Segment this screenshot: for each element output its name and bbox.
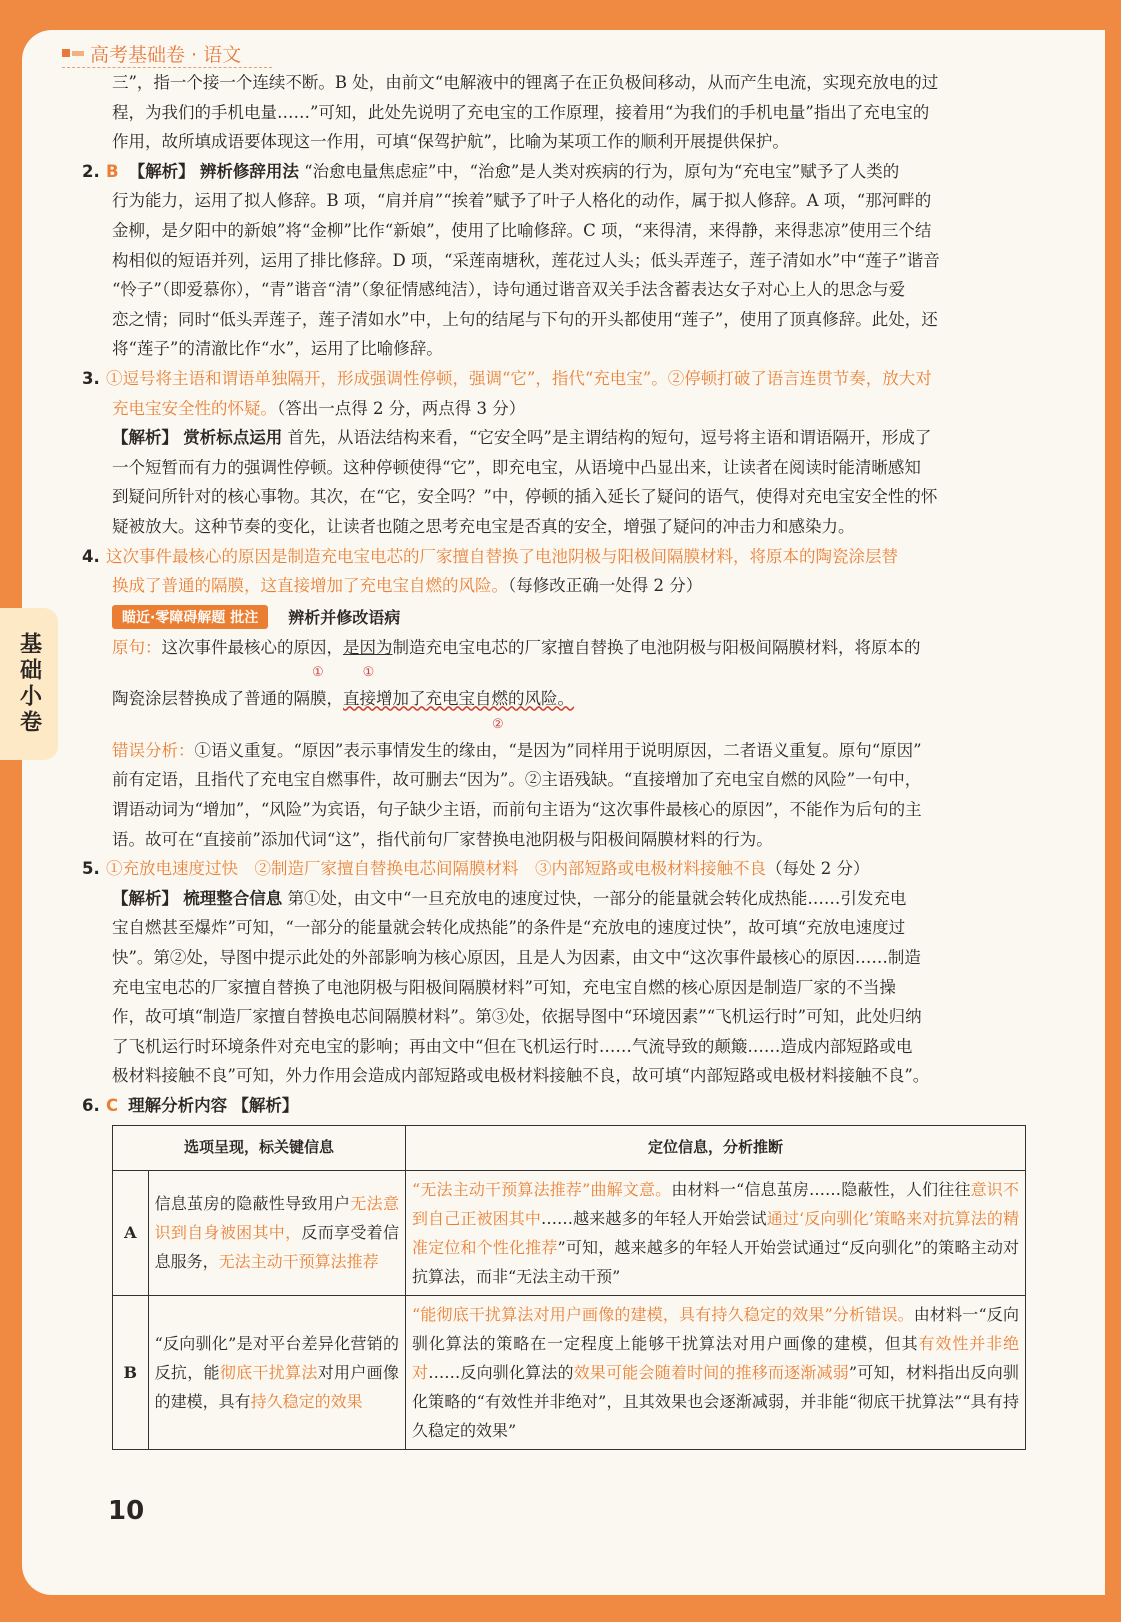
q3-tag: 【解析】 xyxy=(112,428,178,448)
q5-line: 宝自燃甚至爆炸”可知，“一部分的能量就会转化成热能”的条件是“充放电的速度过快”，故可填“充放电速度过 xyxy=(112,918,906,938)
q3-topic: 赏析标点运用 xyxy=(183,428,283,448)
q4-orig-d: 陶瓷涂层替换成了普通的隔膜， xyxy=(112,689,343,709)
intro-line: 程，为我们的手机电量……”可知，此处先说明了充电宝的工作原理，接着用“为我们的手机电量”指出了充电宝的 xyxy=(112,102,930,122)
q5-number: 5. xyxy=(82,859,100,879)
q3-line: 一个短暂而有力的强调性停顿。这种停顿使得“它”，即充电宝，从语境中凸显出来，让读者在阅读时能清晰感知 xyxy=(112,457,921,477)
q2-line: 恋之情；同时“低头弄莲子，莲子清如水”中，上句的结尾与下句的开头都使用“莲子”，使用了顶真修辞。此处，还 xyxy=(112,309,938,329)
q2-text: “治愈电量焦虑症”中，“治愈”是人类对疾病的行为，原句为“充电宝”赋予了人类的 xyxy=(304,161,900,181)
analysis-key-phrase: 通过‘反向驯化’策略来对抗算法的精准定位和个性化推荐 xyxy=(412,1208,1019,1257)
q4-number: 4. xyxy=(82,546,100,566)
page-header xyxy=(62,38,241,68)
analysis-text-part: 由材料一“反向驯化算法的策略在一定程度上能够干扰算法对用户画像的建模，但其 xyxy=(412,1304,1019,1353)
analysis-text xyxy=(406,1170,1026,1295)
q5-score: （每处 2 分） xyxy=(766,859,870,879)
q5-topic: 梳理整合信息 xyxy=(183,888,283,908)
q4-err-line: 语。故可在“直接前”添加代词“这”，指代前句厂家替换电池阴极与阳极间隔膜材料的行为。 xyxy=(112,829,773,849)
table-row xyxy=(113,1295,1026,1449)
side-tab-label: 基础小卷 xyxy=(16,632,42,736)
q5-line: 充电宝电芯的厂家擅自替换了电池阴极与阳极间隔膜材料”可知，充电宝自燃的核心原因是制造厂家的不当操 xyxy=(112,977,896,997)
analysis-text xyxy=(406,1295,1026,1449)
q4-orig-e: 直接增加了充电宝自燃的风险。 xyxy=(343,689,574,709)
q4-orig-b: 是因为 xyxy=(343,637,393,657)
q4-err-line: 前有定语，且指代了充电宝自燃事件，故可删去“因为”。②主语残缺。“直接增加了充电宝自燃的风险”一句中， xyxy=(112,770,922,790)
q2-line: 行为能力，运用了拟人修辞。B 项，“肩并肩”“挨着”赋予了叶子人格化的动作，属于拟人修辞。A 项，“那河畔的 xyxy=(112,191,932,211)
q2-topic: 辨析修辞用法 xyxy=(199,161,299,181)
option-text-part: 对用户画像的建模，具有 xyxy=(154,1362,399,1411)
option-text-part: 信息茧房的隐蔽性导致用户 xyxy=(154,1194,351,1214)
q4-answer-2: 换成了普通的隔膜，这直接增加了充电宝自燃的风险。 xyxy=(112,576,508,596)
q4-orig-a: 这次事件最核心的原因， xyxy=(161,637,343,657)
q2-line: 构相似的短语并列，运用了排比修辞。D 项，“采莲南塘秋，莲花过人头；低头弄莲子，莲子清如水”中“莲子”谐音 xyxy=(112,250,940,270)
q6-number: 6. xyxy=(82,1096,100,1115)
analysis-key-phrase: “无法主动干预算法推荐”曲解文意。 xyxy=(412,1179,672,1199)
q6-header-line xyxy=(82,1091,1067,1121)
analysis-text-part: 由材料一“信息茧房……隐蔽性，人们往往 xyxy=(671,1179,971,1199)
q2-tag: 【解析】 xyxy=(128,161,195,181)
option-text-part: “反向驯化”是对平台差异化营销的反抗，能 xyxy=(154,1333,399,1382)
q5-line: 了飞机运行时环境条件对充电宝的影响；再由文中“但在飞机运行时……气流导致的颠簸……造成内部短路或电 xyxy=(112,1036,913,1056)
q4-orig-c: 制造充电宝电芯的厂家擅自替换了电池阴极与阳极间隔膜材料，将原本的 xyxy=(392,637,921,657)
q6-topic: 理解分析内容 xyxy=(128,1096,228,1115)
q3-answer-line xyxy=(82,364,1067,394)
q4-mark: ① xyxy=(312,665,324,681)
q5-analysis-first xyxy=(82,884,1067,914)
analysis-key-phrase: 效果可能会随着时间的推移而逐渐减弱 xyxy=(573,1362,849,1382)
q4-score: （每修改正确一处得 2 分） xyxy=(508,576,703,596)
q4-banner xyxy=(112,603,1067,631)
q3-line: 到疑问所针对的核心事物。其次，在“它，安全吗？”中，停顿的插入延长了疑问的语气，使得对充电宝安全性的怀 xyxy=(112,487,938,507)
q4-mark: ② xyxy=(492,716,504,732)
q4-answer-line-2 xyxy=(82,571,1067,601)
option-label: B xyxy=(113,1295,149,1449)
q3-answer-2: 充电宝安全性的怀疑。 xyxy=(112,398,277,418)
q3-score: （答出一点得 2 分，两点得 3 分） xyxy=(277,398,526,418)
q4-err-label: 错误分析： xyxy=(112,740,195,760)
side-tab xyxy=(0,608,58,760)
analysis-key-phrase: 有效性并非绝对 xyxy=(412,1333,1019,1382)
page-number: 10 xyxy=(108,1496,145,1526)
table-row xyxy=(113,1170,1026,1295)
q3-answer: ①逗号将主语和谓语单独隔开，形成强调性停顿，强调“它”，指代“充电宝”。②停顿打破了语言连贯节奏，放大对 xyxy=(106,368,932,388)
option-key-phrase: 无法意识到自身被困其中， xyxy=(154,1194,399,1243)
table-header-cell: 选项呈现，标关键信息 xyxy=(113,1125,406,1170)
q4-original xyxy=(82,633,1067,663)
q4-banner-label: 瞄近·零障碍解题 批注 xyxy=(112,605,268,629)
q5-answer-line xyxy=(82,854,1067,884)
option-key-phrase: 彻底干扰算法 xyxy=(219,1362,318,1382)
q3-text: 首先，从语法结构来看，“它安全吗”是主谓结构的短句，逗号将主语和谓语隔开，形成了 xyxy=(287,428,932,448)
q4-marks-2 xyxy=(82,714,1067,736)
q3-answer-line-2 xyxy=(82,394,1067,424)
q4-answer: 这次事件最核心的原因是制造充电宝电芯的厂家擅自替换了电池阴极与阳极间隔膜材料，将原本的陶瓷涂层替 xyxy=(106,546,898,566)
q2-line: “怜子”（即爱慕你），“青”谐音“清”（象征情感纯洁），诗句通过谐音双关手法含蓄表达女子对心上人的思念与爱 xyxy=(112,280,906,300)
q2-line: 金柳，是夕阳中的新娘”将“金柳”比作“新娘”，使用了比喻修辞。C 项，“来得清，来得静，来得悲凉”使用三个结 xyxy=(112,220,932,240)
option-text xyxy=(148,1295,405,1449)
intro-line: 三”，指一个接一个连续不断。B 处，由前文“电解液中的锂离子在正负极间移动，从而产生电流，实现充放电的过 xyxy=(112,73,939,92)
q4-answer-line xyxy=(82,542,1067,572)
option-key-phrase: 持久稳定的效果 xyxy=(250,1391,363,1411)
q4-marks-1 xyxy=(82,662,1067,684)
option-key-phrase: 无法主动干预算法推荐 xyxy=(218,1252,379,1272)
option-text-part: 反而享受着信息服务， xyxy=(154,1223,399,1272)
q4-orig-label: 原句： xyxy=(112,637,162,657)
q4-error-first xyxy=(82,736,1067,766)
option-label: A xyxy=(113,1170,149,1295)
analysis-text-part: ”可知，材料指出反向驯化策略的“有效性并非绝对”，且其效果也会逐渐减弱，并非能“彻底干扰算法”“具有持久稳定的效果” xyxy=(412,1362,1019,1440)
q3-number: 3. xyxy=(82,368,100,388)
q3-line: 疑被放大。这种节奏的变化，让读者也随之思考充电宝是否真的安全，增强了疑问的冲击力和感染力。 xyxy=(112,516,855,536)
q2-line: 将“莲子”的清澈比作“水”，运用了比喻修辞。 xyxy=(112,339,443,359)
q6-tag: 【解析】 xyxy=(232,1096,299,1115)
analysis-text-part: ……反向驯化算法的 xyxy=(428,1362,574,1382)
table-header-row xyxy=(113,1125,1026,1170)
analysis-key-phrase: 意识不到自己正被困其中 xyxy=(412,1179,1019,1228)
q5-line: 作，故可填“制造厂家擅自替换电芯间隔膜材料”。第③处，依据导图中“环境因素”“飞机运行时”可知，此处归纳 xyxy=(112,1007,922,1027)
analysis-key-phrase: “能彻底干扰算法对用户画像的建模，具有持久稳定的效果”分析错误。 xyxy=(412,1304,914,1324)
q5-line: 快”。第②处，导图中提示此处的外部影响为核心原因，且是人为因素，由文中“这次事件最核心的原因……制造 xyxy=(112,948,921,968)
q3-analysis-first xyxy=(82,423,1067,453)
q2-first-line xyxy=(82,157,1067,187)
q4-err-text: ①语义重复。“原因”表示事情发生的缘由，“是因为”同样用于说明原因，二者语义重复。原句“原因” xyxy=(194,740,922,760)
analysis-table xyxy=(112,1125,1026,1450)
answer-content xyxy=(82,68,1067,1450)
q5-line: 极材料接触不良”可知，外力作用会造成内部短路或电极材料接触不良，故可填“内部短路或电极材料接触不良”。 xyxy=(112,1066,930,1086)
q2-answer: B xyxy=(106,161,119,181)
q2-number: 2. xyxy=(82,161,100,181)
q4-err-line: 谓语动词为“增加”，“风险”为宾语，句子缺少主语，而前句主语为“这次事件最核心的原因”，不能作为后句的主 xyxy=(112,800,922,820)
analysis-text-part: ……越来越多的年轻人开始尝试 xyxy=(541,1208,767,1228)
q5-answers: ①充放电速度过快 ②制造厂家擅自替换电芯间隔膜材料 ③内部短路或电极材料接触不良 xyxy=(106,859,766,879)
analysis-text-part: ”可知，越来越多的年轻人开始尝试通过“反向驯化”的策略主动对抗算法，而非“无法主动干预” xyxy=(412,1237,1019,1286)
q4-banner-title: 辨析并修改语病 xyxy=(288,608,401,628)
q5-text: 第①处，由文中“一旦充放电的速度过快，一部分的能量就会转化成热能……引发充电 xyxy=(287,888,907,908)
header-mark-icon xyxy=(62,47,86,59)
option-text xyxy=(148,1170,405,1295)
q4-mark: ① xyxy=(362,665,375,681)
q6-answer: C xyxy=(106,1096,119,1115)
intro-line: 作用，故所填成语要体现这一作用，可填“保驾护航”，比喻为某项工作的顺利开展提供保护。 xyxy=(112,132,789,152)
header-title: 高考基础卷 · 语文 xyxy=(90,43,242,66)
table-header-cell: 定位信息，分析推断 xyxy=(406,1125,1026,1170)
q5-tag: 【解析】 xyxy=(112,888,178,908)
q4-original-2 xyxy=(82,684,1067,714)
